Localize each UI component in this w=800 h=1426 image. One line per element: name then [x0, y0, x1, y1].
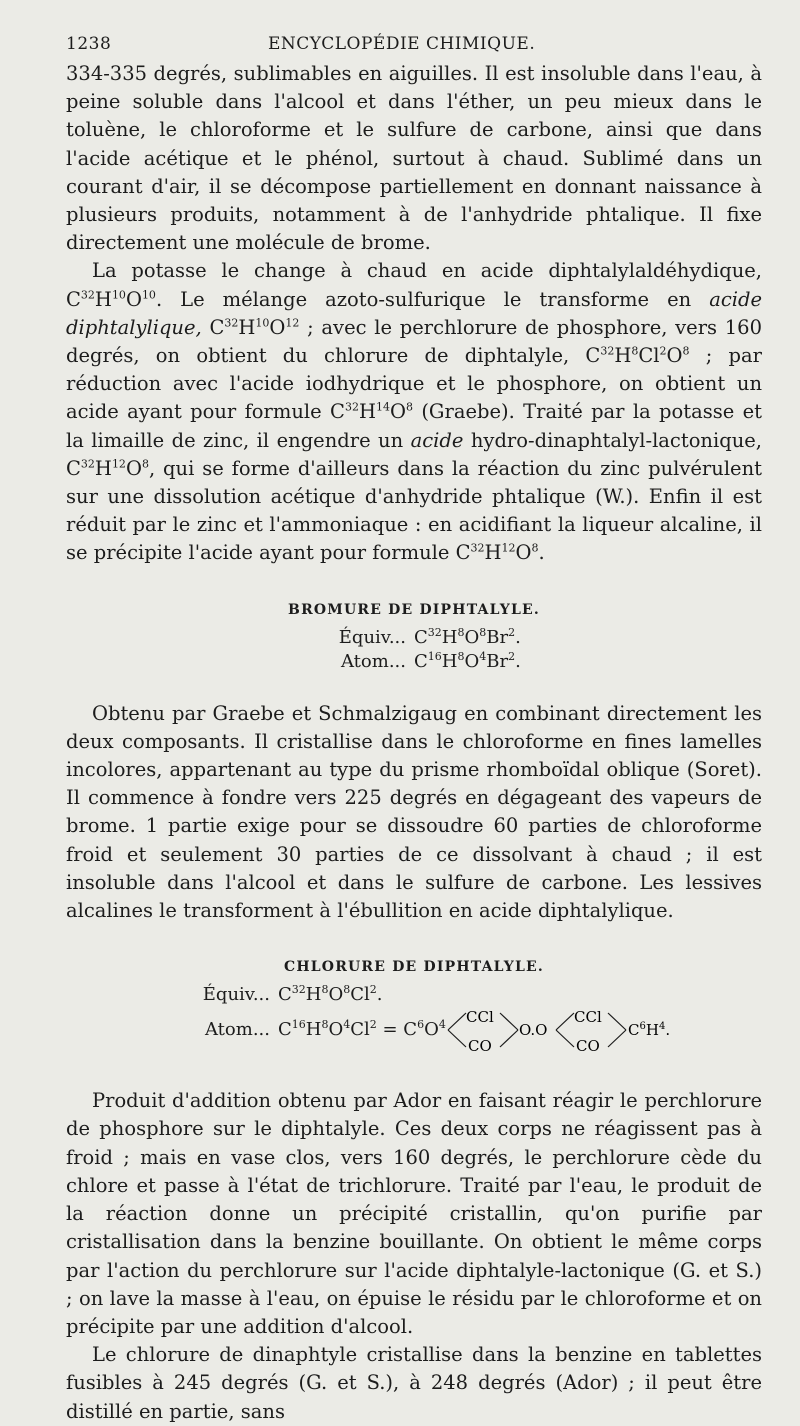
paragraph-intro: 334-335 degrés, sublimables en aiguilles. Il est insoluble dans l'eau, à peine soluble dans l'alcool et dans l'éther, un peu mieux dans le toluène, le chloroforme et le sulfure de carbone, ainsi que dans l'acide acétique et le phénol, surtout à chaud. Sublimé dans un courant d'air, il se décompose partiellement en donnant naissance à plusieurs produits, notamment à de l'anhydride phtalique. Il fixe directement une molécule de brome. — [66, 62, 762, 255]
page-header — [66, 34, 762, 54]
formula-equiv-row — [176, 983, 762, 1007]
formula-label: Équiv... — [202, 984, 270, 1006]
formula-atom: $C^{16}H^8O^4Br^2$. — [414, 649, 521, 672]
paragraph-dinaphtyle: Le chlorure de dinaphtyle cristallise dans la benzine en tablettes fusibles à 245 degrés (G. et S.), à 248 degrés (Ador) ; il peut être distillé en partie, sans — [66, 1343, 762, 1423]
formula-block-chlorure — [176, 983, 762, 1053]
formula-label: Atom... — [205, 1019, 270, 1041]
formula-equiv-row — [322, 626, 762, 650]
ccl-label: CCl — [465, 1008, 494, 1027]
section-title-chlorure: CHLORURE DE DIPHTALYLE. — [283, 959, 544, 976]
section-title-bromure: BROMURE DE DIPHTALYLE. — [288, 601, 540, 618]
co-label: CO — [467, 1037, 492, 1054]
formula-atom-row — [176, 1007, 762, 1053]
paragraph-chlorure: Produit d'addition obtenu par Ador en faisant réagir le perchlorure de phosphore sur le diphtalyle. Ces deux corps ne réagissent pas à froid ; mais en vase clos, vers 160 degrés, le perchlorure cède du chlore et passe à l'état de trichlorure. Traité par l'eau, le produit de la réaction donne un précipité cristallin, qu'on purifie par cristallisation dans la benzine bouillante. On obtient le même corps par l'action du perchlorure sur l'acide diphtalyle-lactonique (G. et S.) ; on lave la masse à l'eau, on épuise le résidu par le chloroforme et on précipite par une addition d'alcool. — [66, 1089, 762, 1338]
formula-atom: $C^{16}H^8O^4Cl^2 = C^6O^4$ — [278, 1018, 446, 1041]
formula-label: Atom... — [341, 650, 406, 672]
bridge-label: O.O — [518, 1021, 548, 1040]
c6h4-label: $C^6H^4$. — [627, 1021, 670, 1040]
formula-atom-row — [322, 650, 762, 674]
paragraph-bromure: Obtenu par Graebe et Schmalzigaug en combinant directement les deux composants. Il cristallise dans le chloroforme en fines lamelles incolores, appartenant au type du prisme rhomboïdal oblique (Soret). Il commence à fondre vers 225 degrés en dégageant des vapeurs de brome. 1 partie exige pour se dissoudre 60 parties de chloroforme froid et seulement 30 parties de ce dissolvant à chaud ; il est insoluble dans l'alcool et dans le sulfure de carbone. Les lessives alcalines le transforment à l'ébullition en acide diphtalylique. — [66, 701, 762, 923]
running-title: ENCYCLOPÉDIE CHIMIQUE. — [268, 34, 536, 54]
formula-equiv: $C^{32}H^8O^8Br^2$. — [414, 625, 521, 648]
formula-label: Équiv... — [338, 626, 406, 648]
ccl-label: CCl — [573, 1008, 602, 1027]
formula-equiv: $C^{32}H^8O^8Cl^2$. — [278, 983, 383, 1006]
formula-block-bromure — [322, 626, 762, 674]
page-number: 1238 — [66, 34, 112, 54]
structural-formula-diagram — [446, 1007, 736, 1053]
co-label: CO — [575, 1037, 600, 1054]
structural-formula — [446, 1007, 736, 1053]
paragraph-potasse: La potasse le change à chaud en acide diphtalylaldéhydique, $C^{32}H^{10}O^{10}$. Le mélange azoto-sulfurique le transforme en acide diphtalylique, $C^{32}H^{10}O^{12}$ ; avec le perchlorure de phosphore, vers 160 degrés, on obtient du chlorure de diphtalyle, $C^{32}H^8Cl^2O^8$ ; par réduction avec l'acide iodhydrique et le phosphore, on obtient un acide ayant pour formule $C^{32}H^{14}O^8$ (Graebe). Traité par la potasse et la limaille de zinc, il engendre un acide hydro-dinaphtalyl-lactonique, $C^{32}H^{12}O^8$, qui se forme d'ailleurs dans la réaction du zinc pulvérulent sur une dissolution acétique d'anhydride phtalique (W.). Enfin il est réduit par le zinc et l'ammoniaque : en acidifiant la liqueur alcaline, il se précipite l'acide ayant pour formule $C^{32}H^{12}O^8$. — [66, 259, 763, 565]
